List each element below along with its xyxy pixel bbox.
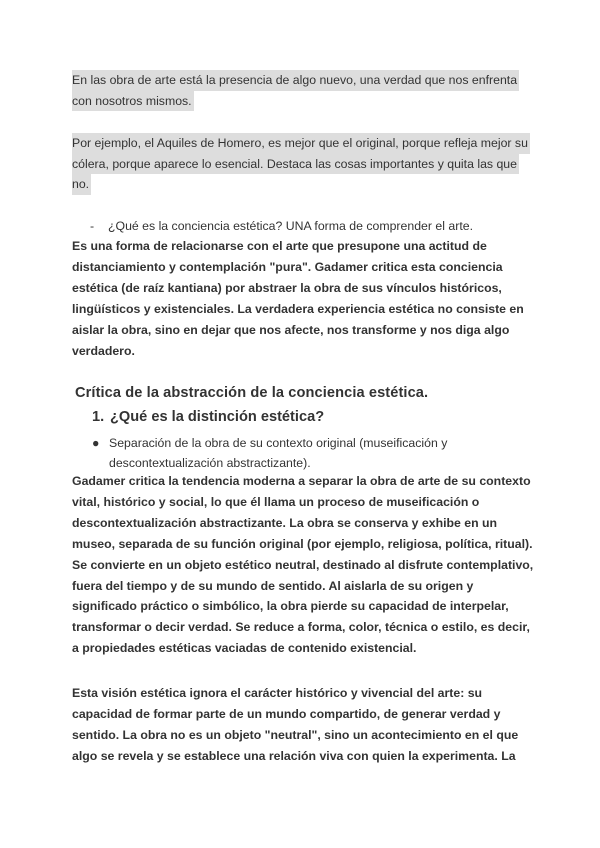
text-line: distanciamiento y contemplación "pura". Gadamer critica esta conciencia	[72, 259, 503, 274]
highlighted-paragraph-2	[72, 133, 530, 195]
dash-list-item	[90, 217, 473, 235]
text-line: fuera del tiempo y de su mundo de sentido. Al aislarla de su origen y	[72, 578, 474, 593]
text-line: aislar la obra, sino en dejar que nos afecte, nos transforme y nos diga algo	[72, 322, 510, 337]
text-line: Separación de la obra de su contexto original (museificación y	[109, 436, 448, 450]
text-line: con nosotros mismos.	[72, 91, 194, 112]
text-line: cólera, porque aparece lo esencial. Destaca las cosas importantes y quita las que	[72, 154, 519, 175]
dash-item-text: ¿Qué es la conciencia estética? UNA forma de comprender el arte.	[108, 219, 473, 233]
text-line: verdadero.	[72, 343, 135, 358]
highlighted-paragraph-1	[72, 70, 519, 111]
text-line: Gadamer critica la tendencia moderna a separar la obra de arte de su contexto	[72, 474, 531, 488]
bullet-icon: ●	[92, 436, 100, 450]
text-line: descontextualización abstractizante).	[109, 456, 311, 470]
text-line: estética (de raíz kantiana) por abstraer la obra de sus vínculos históricos,	[72, 280, 502, 295]
text-line: algo se revela y se establece una relación viva con quien la experimenta. La	[72, 748, 516, 763]
text-line: Esta visión estética ignora el carácter histórico y vivencial del arte: su	[72, 686, 483, 700]
bullet-list-item	[92, 433, 447, 473]
text-line: descontextualización abstractizante. La obra se conserva y exhibe en un	[72, 515, 498, 530]
bullet-text	[109, 433, 447, 473]
text-line: no.	[72, 174, 91, 195]
text-line: capacidad de formar parte de un mundo compartido, de generar verdad y	[72, 706, 501, 721]
text-line: lingüísticos y existenciales. La verdadera experiencia estética no consiste en	[72, 301, 524, 316]
bold-paragraph-2	[72, 471, 532, 659]
text-line: Se convierte en un objeto estético neutral, destinado al disfrute contemplativo,	[72, 557, 534, 572]
text-line: En las obra de arte está la presencia de algo nuevo, una verdad que nos enfrenta	[72, 70, 519, 91]
bold-paragraph-1	[72, 236, 532, 361]
section-heading: Crítica de la abstracción de la conciencia estética.	[75, 385, 429, 401]
text-line: transformar o decir verdad. Se reduce a forma, color, técnica o estilo, es decir,	[72, 620, 530, 635]
dash-marker: -	[90, 219, 95, 233]
text-line: sentido. La obra no es un objeto "neutral", sino un acontecimiento en el que	[72, 727, 519, 742]
subheading-number: 1.	[92, 409, 105, 425]
text-line: a propiedades estéticas vaciadas de contenido existencial.	[72, 641, 417, 656]
text-line: museo, separada de su función original (por ejemplo, religiosa, política, ritual).	[72, 536, 533, 551]
bold-paragraph-3	[72, 683, 532, 767]
text-line: significado práctico o simbólico, la obra pierde su capacidad de interpelar,	[72, 599, 509, 614]
text-line: Por ejemplo, el Aquiles de Homero, es mejor que el original, porque refleja mejor su	[72, 133, 530, 154]
numbered-subheading	[92, 409, 324, 425]
text-line: Es una forma de relacionarse con el arte que presupone una actitud de	[72, 239, 487, 253]
subheading-text: ¿Qué es la distinción estética?	[110, 409, 325, 425]
text-line: vital, histórico y social, lo que él llama un proceso de museificación o	[72, 494, 480, 509]
